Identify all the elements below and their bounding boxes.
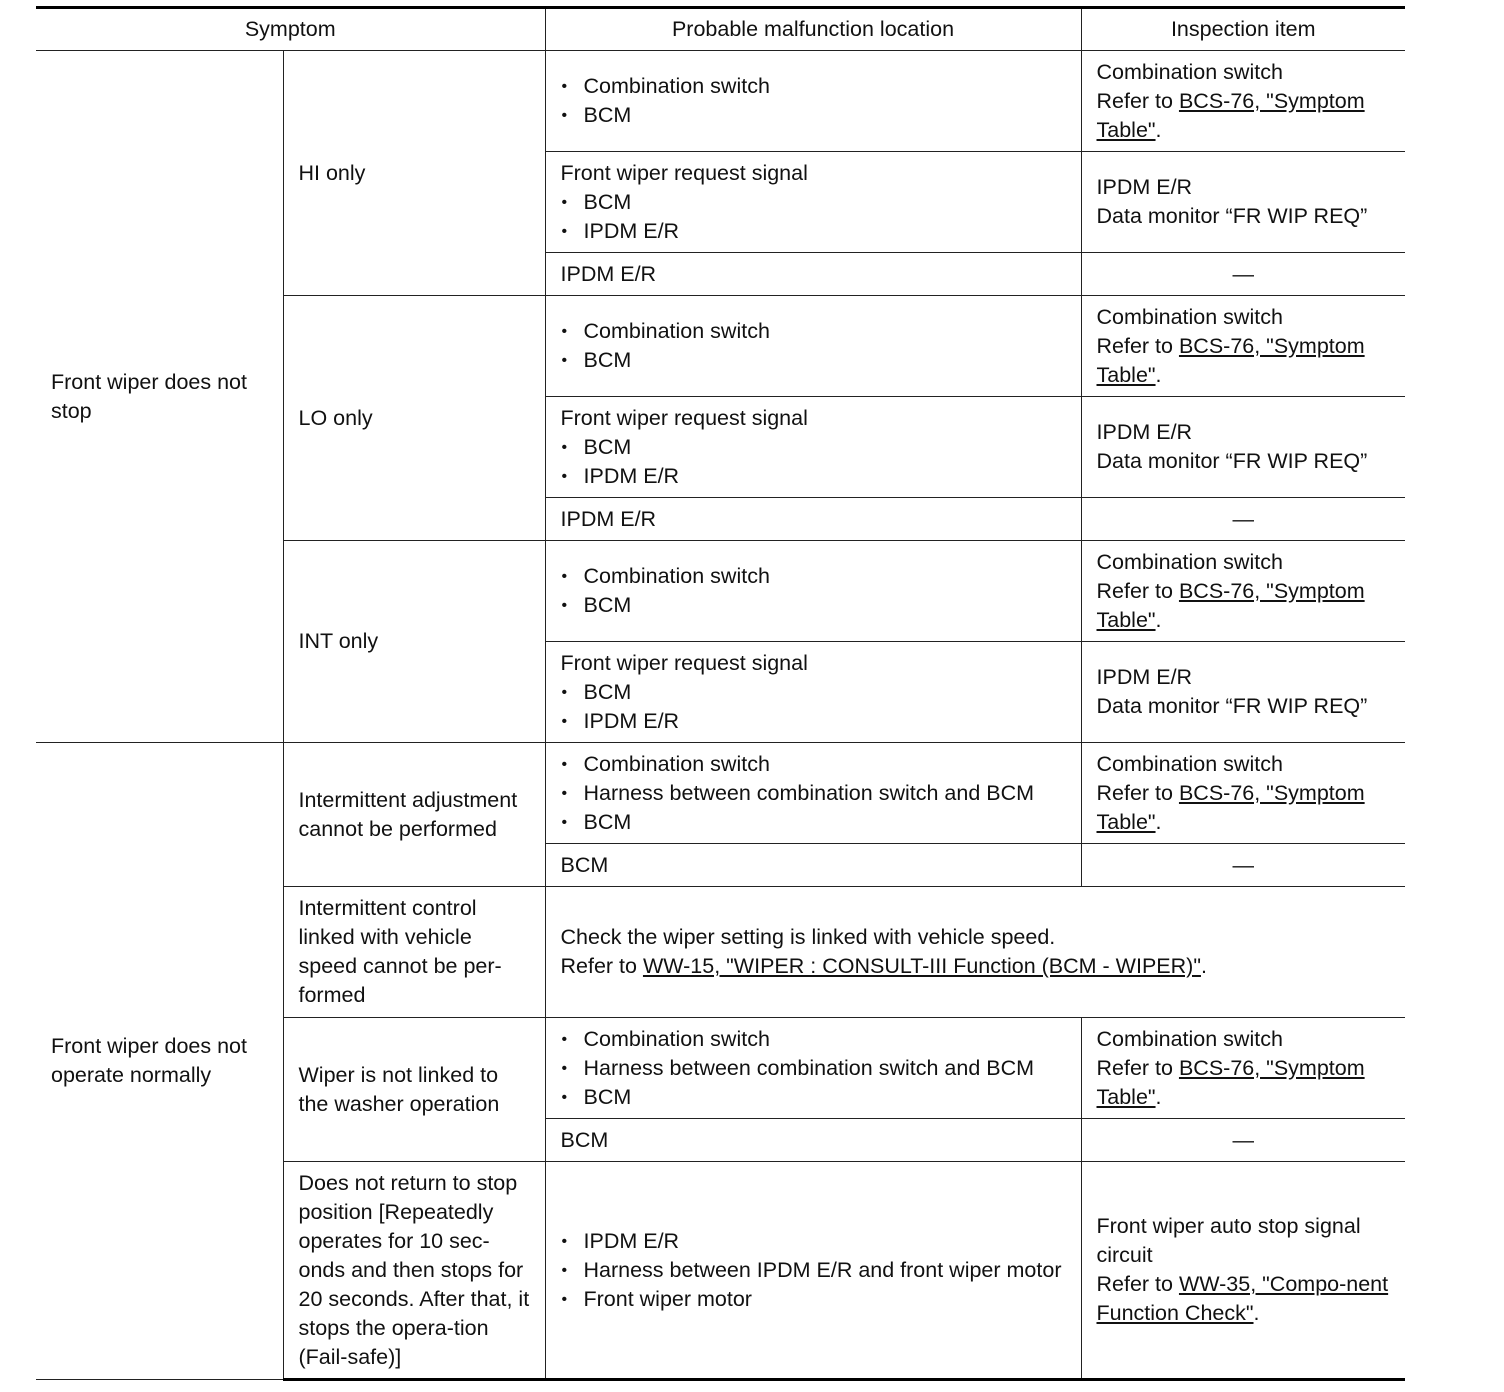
symptom-front-wiper-not-stop: Front wiper does not stop (36, 51, 283, 743)
inspection-data-monitor: Data monitor “FR WIP REQ” (1096, 204, 1368, 228)
inspection-cell (1081, 51, 1405, 152)
dash: — (1232, 1127, 1254, 1152)
symptom-int-only: INT only (283, 541, 545, 743)
header-location: Probable malfunction location (545, 8, 1081, 51)
symptom-return-stop: Does not return to stop position [Repeatedly operates for 10 sec-onds and then stops for 20 seconds. After that, it stops the opera-tion (Fail-safe)] (283, 1162, 545, 1380)
refer-prefix: Refer to (1096, 578, 1179, 603)
refer-prefix: Refer to (1096, 88, 1179, 113)
inspection-cell (1081, 1119, 1405, 1162)
ww-15-link[interactable]: WW-15, "WIPER : CONSULT-III Function (BCM - WIPER)" (642, 954, 1201, 978)
list-item: • IPDM E/R (561, 707, 1066, 736)
link-suffix: . (1200, 954, 1207, 978)
list-item: • IPDM E/R (561, 217, 1066, 246)
list-item: • Combination switch (561, 750, 1066, 779)
list-item: • BCM (561, 678, 1066, 707)
inspection-cell (1081, 397, 1405, 498)
symptom-hi-only: HI only (283, 51, 545, 296)
list-item: • Harness between IPDM E/R and front wiper motor (561, 1256, 1066, 1285)
location-bcm: BCM (545, 844, 1081, 887)
inspection-cell (1081, 498, 1405, 541)
inspection-ipdm: IPDM E/R (1096, 665, 1193, 689)
location-list (561, 433, 1066, 491)
inspection-data-monitor: Data monitor “FR WIP REQ” (1096, 694, 1368, 718)
inspection-data-monitor: Data monitor “FR WIP REQ” (1096, 449, 1368, 473)
table-row (36, 51, 1405, 152)
bcs-76-link[interactable]: BCS-76, "Symptom Table" (1096, 333, 1365, 387)
symptom-table (36, 6, 1405, 1381)
list-item: • BCM (561, 808, 1066, 837)
header-symptom: Symptom (36, 8, 545, 51)
list-item: • Combination switch (561, 562, 1066, 591)
inspection-cell (1081, 1018, 1405, 1119)
list-item: • BCM (561, 591, 1066, 620)
inspection-ipdm: IPDM E/R (1096, 175, 1193, 199)
link-suffix: . (1155, 362, 1162, 387)
symptom-washer: Wiper is not linked to the washer operation (283, 1018, 545, 1162)
location-bcm: BCM (545, 1119, 1081, 1162)
bcs-76-link[interactable]: BCS-76, "Symptom Table" (1096, 1055, 1365, 1109)
inspection-title: Combination switch (1096, 1026, 1283, 1051)
location-cell (545, 152, 1081, 253)
location-list (561, 750, 1066, 837)
location-cell (545, 1018, 1081, 1119)
dash: — (1232, 852, 1254, 877)
request-signal-label: Front wiper request signal (560, 405, 808, 430)
list-item: • Front wiper motor (561, 1285, 1066, 1314)
speed-check-cell (545, 887, 1405, 1018)
location-list (561, 1025, 1066, 1112)
symptom-intermittent-speed: Intermittent control linked with vehicle speed cannot be per-formed (283, 887, 545, 1018)
list-item: • BCM (561, 188, 1066, 217)
location-ipdm: IPDM E/R (545, 498, 1081, 541)
table-row (36, 743, 1405, 844)
bcs-76-link[interactable]: BCS-76, "Symptom Table" (1096, 88, 1365, 142)
list-item: • IPDM E/R (561, 1227, 1066, 1256)
inspection-cell (1081, 152, 1405, 253)
bcs-76-link[interactable]: BCS-76, "Symptom Table" (1096, 578, 1365, 632)
inspection-title: Combination switch (1096, 59, 1283, 84)
inspection-ipdm: IPDM E/R (1096, 420, 1193, 444)
inspection-cell (1081, 296, 1405, 397)
refer-prefix: Refer to (1096, 1272, 1179, 1296)
inspection-cell (1081, 1162, 1405, 1380)
list-item: • BCM (561, 1083, 1066, 1112)
link-suffix: . (1253, 1301, 1260, 1325)
table-header-row (36, 8, 1405, 51)
list-item: • Combination switch (561, 317, 1066, 346)
list-item: • Harness between combination switch and BCM (561, 779, 1066, 808)
symptom-front-wiper-not-operate: Front wiper does not operate normally (36, 743, 283, 1380)
inspection-cell (1081, 844, 1405, 887)
location-list (561, 317, 1066, 375)
refer-prefix: Refer to (560, 954, 643, 978)
location-cell (545, 642, 1081, 743)
location-cell (545, 51, 1081, 152)
refer-prefix: Refer to (1096, 780, 1179, 805)
list-item: • BCM (561, 433, 1066, 462)
inspection-title: Combination switch (1096, 549, 1283, 574)
inspection-cell (1081, 642, 1405, 743)
dash: — (1232, 506, 1254, 531)
symptom-lo-only: LO only (283, 296, 545, 541)
location-cell (545, 1162, 1081, 1380)
inspection-cell (1081, 253, 1405, 296)
link-suffix: . (1155, 117, 1162, 142)
inspection-title: Combination switch (1096, 751, 1283, 776)
request-signal-label: Front wiper request signal (560, 160, 808, 185)
ww-35-link[interactable]: WW-35, "Compo-nent Function Check" (1096, 1272, 1389, 1325)
list-item: • Combination switch (561, 1025, 1066, 1054)
list-item: • IPDM E/R (561, 462, 1066, 491)
refer-prefix: Refer to (1096, 1055, 1179, 1080)
list-item: • BCM (561, 101, 1066, 130)
link-suffix: . (1155, 809, 1162, 834)
dash: — (1232, 261, 1254, 286)
refer-prefix: Refer to (1096, 333, 1179, 358)
location-list (561, 562, 1066, 620)
list-item: • Combination switch (561, 72, 1066, 101)
location-ipdm: IPDM E/R (545, 253, 1081, 296)
auto-stop-text: Front wiper auto stop signal circuit (1096, 1214, 1361, 1267)
list-item: • BCM (561, 346, 1066, 375)
inspection-title: Combination switch (1096, 304, 1283, 329)
location-cell (545, 743, 1081, 844)
speed-check-text: Check the wiper setting is linked with vehicle speed. (560, 925, 1056, 949)
link-suffix: . (1155, 607, 1162, 632)
request-signal-label: Front wiper request signal (560, 650, 808, 675)
header-inspection: Inspection item (1081, 8, 1405, 51)
link-suffix: . (1155, 1084, 1162, 1109)
inspection-cell (1081, 541, 1405, 642)
list-item: • Harness between combination switch and BCM (561, 1054, 1066, 1083)
location-list (561, 678, 1066, 736)
location-cell (545, 541, 1081, 642)
location-list (561, 72, 1066, 130)
location-cell (545, 397, 1081, 498)
location-cell (545, 296, 1081, 397)
inspection-cell (1081, 743, 1405, 844)
bcs-76-link[interactable]: BCS-76, "Symptom Table" (1096, 780, 1365, 834)
location-list (561, 188, 1066, 246)
symptom-intermittent-adjustment: Intermittent adjustment cannot be performed (283, 743, 545, 887)
location-list (561, 1227, 1066, 1314)
